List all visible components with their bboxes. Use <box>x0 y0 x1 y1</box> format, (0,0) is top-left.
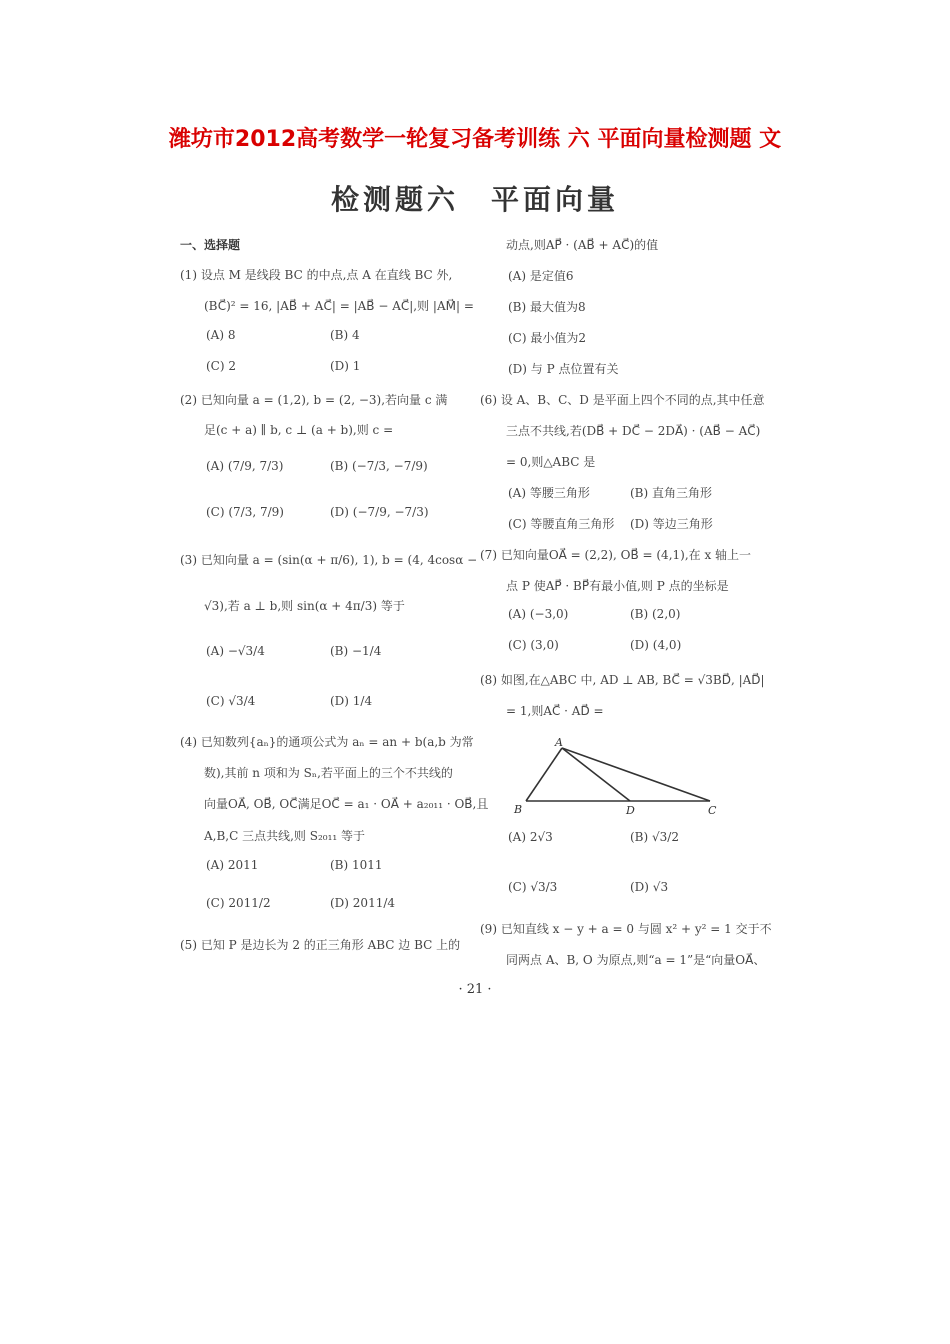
question-line: 点 P 使AP⃗ · BP⃗有最小值,则 P 点的坐标是 <box>506 579 729 593</box>
answer-option: (D) 等边三角形 <box>630 517 713 531</box>
question-line: = 0,则△ABC 是 <box>506 455 596 469</box>
answer-option: (B) 最大值为8 <box>508 300 586 314</box>
answer-option: (B) 1011 <box>330 858 383 872</box>
answer-option: (D) (−7/9, −7/3) <box>330 505 429 519</box>
question-line: 向量OA⃗, OB⃗, OC⃗满足OC⃗ = a₁ · OA⃗ + a₂₀₁₁ · OB⃗,且 <box>204 797 489 811</box>
answer-option: (C) 等腰直角三角形 <box>508 517 615 531</box>
answer-option: (C) (3,0) <box>508 638 559 652</box>
question-line: (BC⃗)² = 16, |AB⃗ + AC⃗| = |AB⃗ − AC⃗|,则 |AM⃗| = <box>204 299 474 313</box>
label-d: D <box>626 804 635 817</box>
answer-option: (A) 8 <box>206 328 236 342</box>
answer-option: (B) 直角三角形 <box>630 486 712 500</box>
question-line: √3),若 a ⊥ b,则 sin(α + 4π/3) 等于 <box>204 599 405 613</box>
chapter-title: 检测题六 平面向量 <box>330 183 619 216</box>
answer-option: (D) 1/4 <box>330 694 373 708</box>
question-line: = 1,则AC⃗ · AD⃗ = <box>506 704 604 718</box>
answer-option: (B) (−7/3, −7/9) <box>330 459 428 473</box>
segment-ad <box>562 748 630 801</box>
answer-option: (C) (7/3, 7/9) <box>206 505 284 519</box>
triangle-figure <box>510 736 730 826</box>
answer-option: (B) (2,0) <box>630 607 681 621</box>
answer-option: (C) √3/4 <box>206 694 256 708</box>
answer-option: (C) 2011/2 <box>206 896 271 910</box>
question-line: (8) 如图,在△ABC 中, AD ⊥ AB, BC⃗ = √3BD⃗, |AD⃗| <box>480 673 765 687</box>
question-line: 三点不共线,若(DB⃗ + DC⃗ − 2DA⃗) · (AB⃗ − AC⃗) <box>506 424 761 438</box>
question-line: 足(c + a) ∥ b, c ⊥ (a + b),则 c = <box>204 423 394 437</box>
answer-option: (B) √3/2 <box>630 830 679 844</box>
section-title: 一、选择题 <box>180 238 241 252</box>
question-line: (9) 已知直线 x − y + a = 0 与圆 x² + y² = 1 交于不 <box>480 922 772 936</box>
segment-ac <box>562 748 710 801</box>
answer-option: (A) 2011 <box>206 858 259 872</box>
answer-option: (D) 1 <box>330 359 361 373</box>
question-line: (5) 已知 P 是边长为 2 的正三角形 ABC 边 BC 上的 <box>180 938 461 952</box>
answer-option: (B) 4 <box>330 328 360 342</box>
question-line: 数),其前 n 项和为 Sₙ,若平面上的三个不共线的 <box>204 766 453 780</box>
answer-option: (D) 2011/4 <box>330 896 396 910</box>
question-line: (6) 设 A、B、C、D 是平面上四个不同的点,其中任意 <box>480 393 765 407</box>
answer-option: (A) 是定值6 <box>508 269 574 283</box>
page-number: · 21 · <box>458 982 492 997</box>
answer-option: (C) √3/3 <box>508 880 558 894</box>
answer-option: (A) (7/9, 7/3) <box>206 459 284 473</box>
document-title: 潍坊市2012高考数学一轮复习备考训练 六 平面向量检测题 文 <box>168 127 782 152</box>
label-c: C <box>708 804 717 817</box>
segment-ab <box>526 748 562 801</box>
label-a: A <box>555 736 563 749</box>
question-line: (2) 已知向量 a = (1,2), b = (2, −3),若向量 c 满 <box>180 393 448 407</box>
answer-option: (D) √3 <box>630 880 669 894</box>
answer-option: (A) (−3,0) <box>508 607 569 621</box>
answer-option: (A) 2√3 <box>508 830 553 844</box>
answer-option: (D) 与 P 点位置有关 <box>508 362 619 376</box>
question-line: (3) 已知向量 a = (sin(α + π/6), 1), b = (4, 4cosα − <box>180 553 478 567</box>
answer-option: (C) 2 <box>206 359 236 373</box>
question-line: 动点,则AP⃗ · (AB⃗ + AC⃗)的值 <box>506 238 659 252</box>
question-line: A,B,C 三点共线,则 S₂₀₁₁ 等于 <box>204 829 366 843</box>
answer-option: (A) −√3/4 <box>206 644 265 658</box>
question-line: (1) 设点 M 是线段 BC 的中点,点 A 在直线 BC 外, <box>180 268 453 282</box>
question-line: (7) 已知向量OA⃗ = (2,2), OB⃗ = (4,1),在 x 轴上一 <box>480 548 752 562</box>
question-line: (4) 已知数列{aₙ}的通项公式为 aₙ = an + b(a,b 为常 <box>180 735 474 749</box>
answer-option: (C) 最小值为2 <box>508 331 586 345</box>
answer-option: (A) 等腰三角形 <box>508 486 590 500</box>
question-line: 同两点 A、B, O 为原点,则“a = 1”是“向量OA⃗、 <box>506 953 766 967</box>
answer-option: (B) −1/4 <box>330 644 382 658</box>
answer-option: (D) (4,0) <box>630 638 682 652</box>
label-b: B <box>514 803 523 816</box>
